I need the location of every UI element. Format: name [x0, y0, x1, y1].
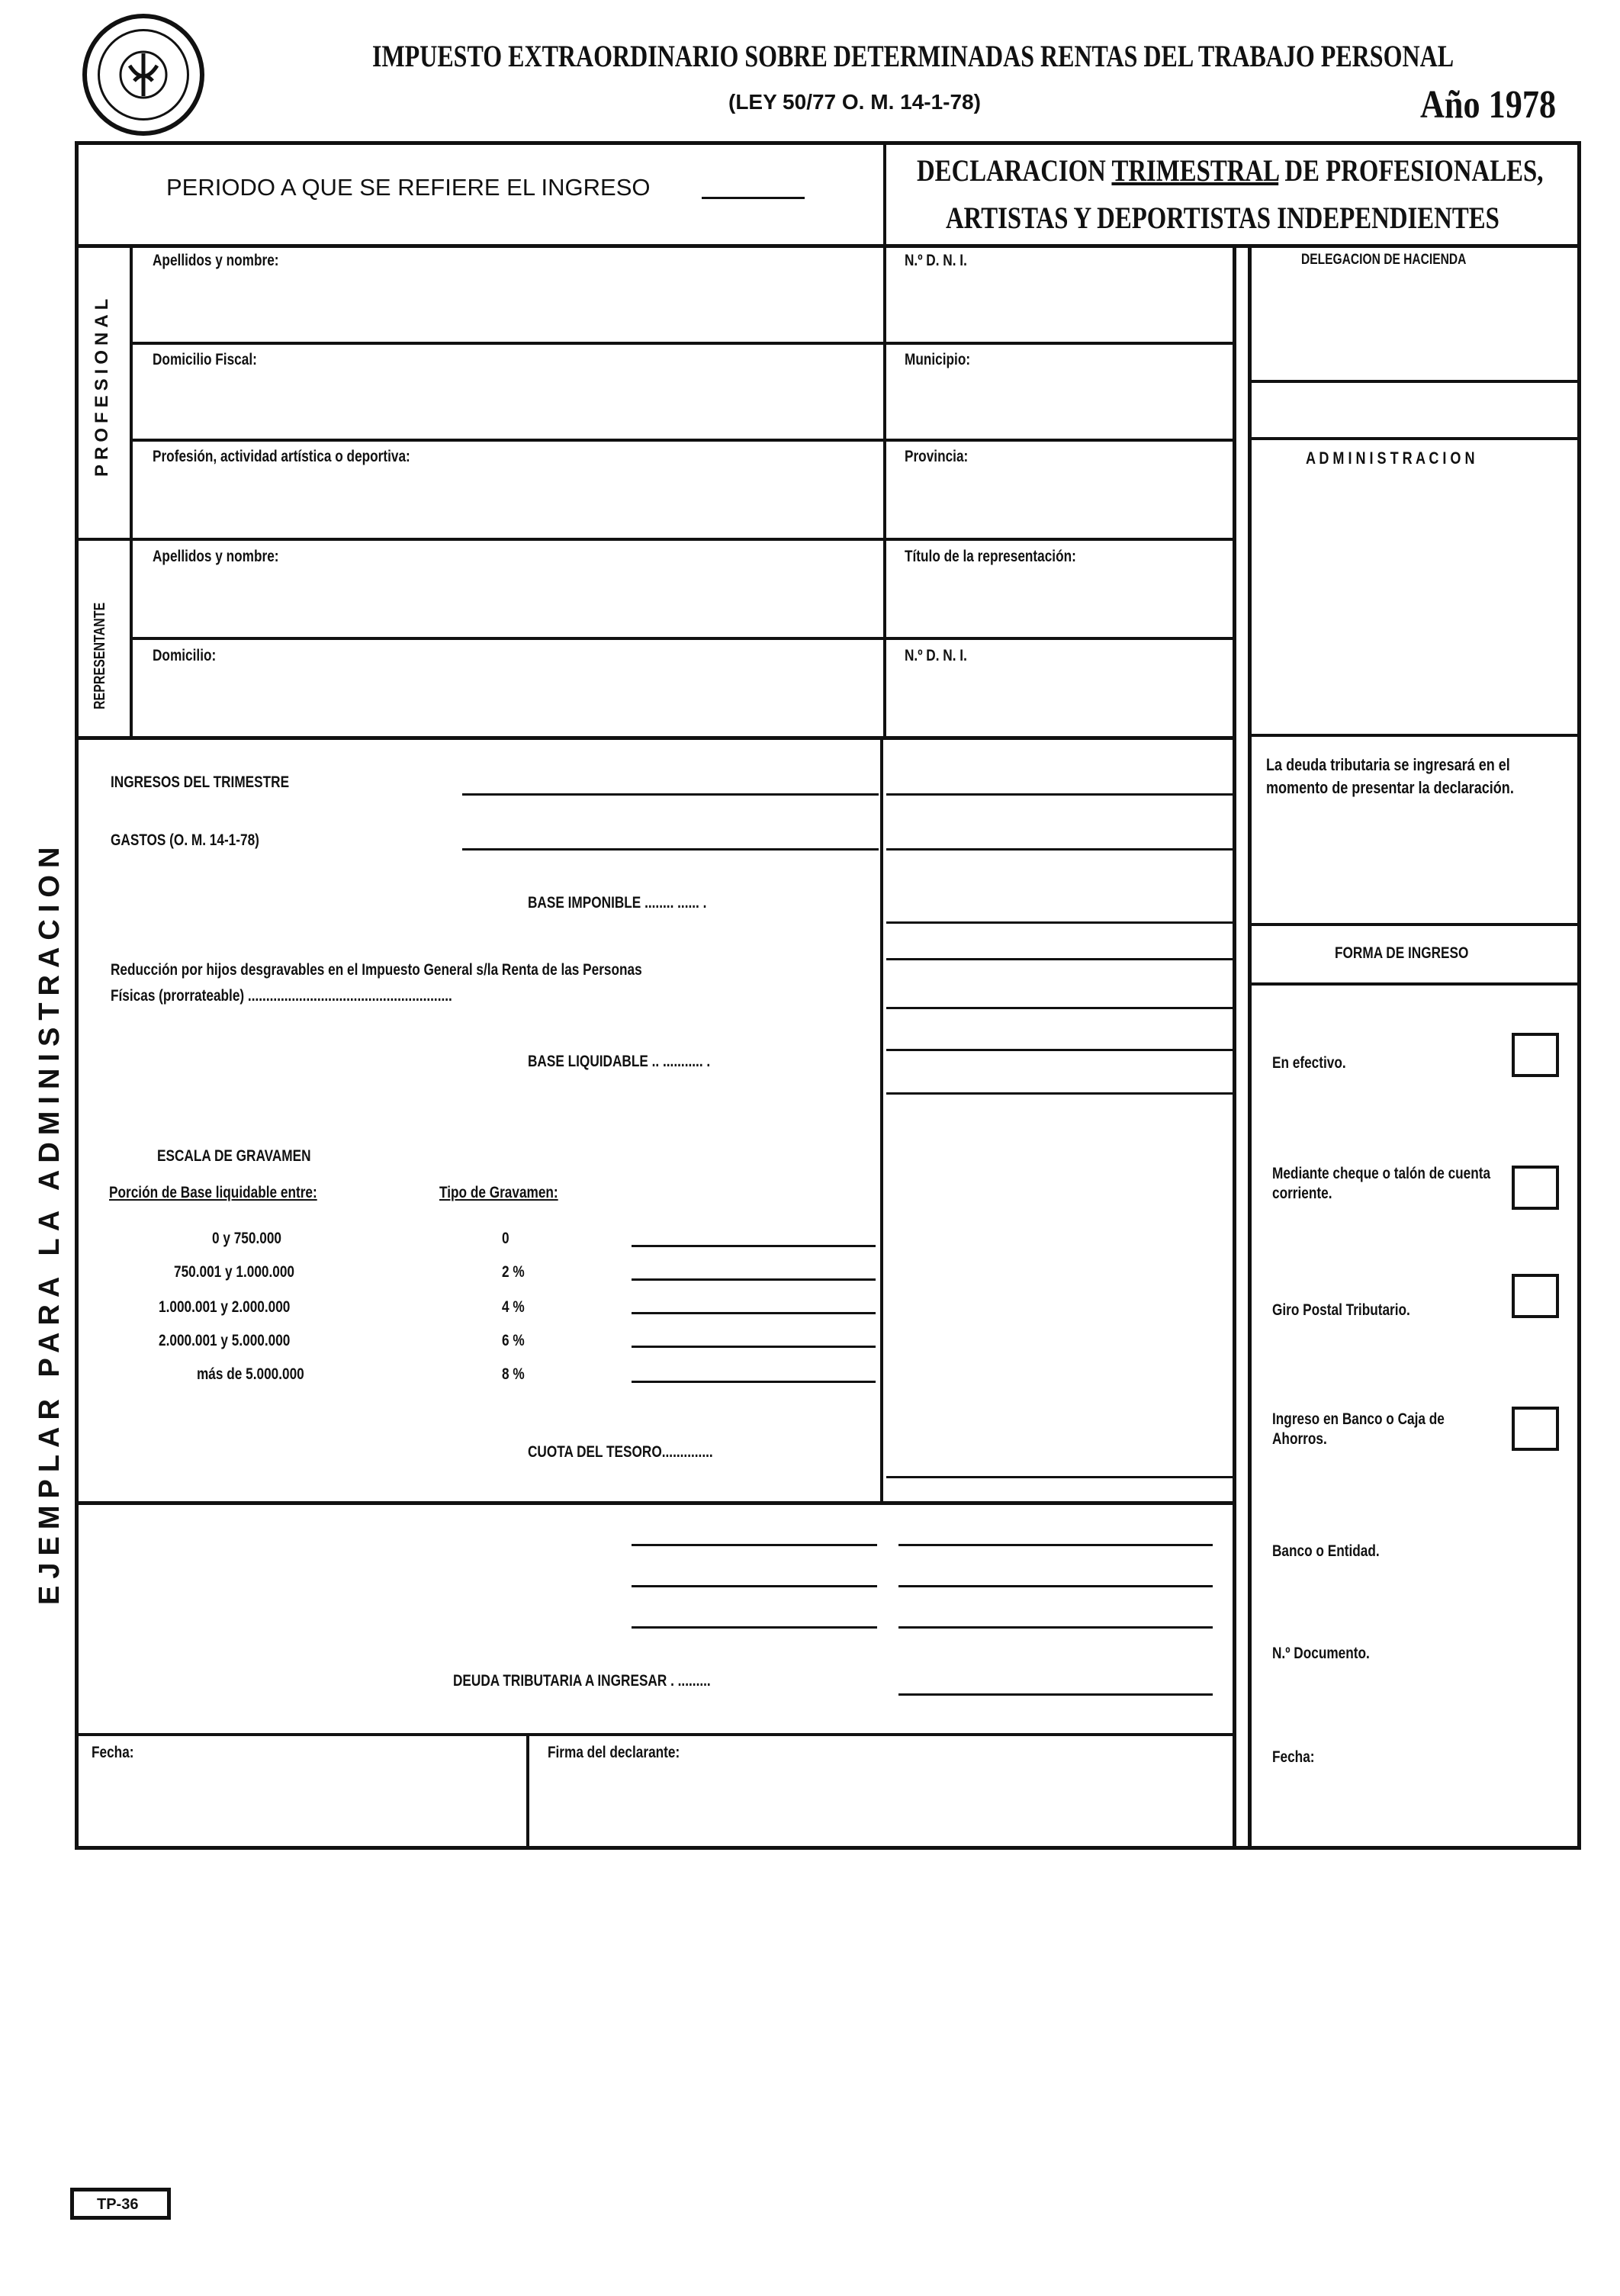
tax-scale-title: ESCALA DE GRAVAMEN: [157, 1147, 311, 1165]
tax-debt-label: DEUDA TRIBUTARIA A INGRESAR . .........: [453, 1672, 711, 1690]
scale-range-row: 2.000.001 y 5.000.000: [159, 1332, 291, 1349]
form-code: TP-36: [97, 2196, 139, 2213]
tax-agency-seal: [82, 14, 204, 136]
payment-option-cash: En efectivo.: [1272, 1054, 1346, 1072]
professional-dni-label: N.º D. N. I.: [905, 252, 967, 269]
payment-method-title: FORMA DE INGRESO: [1335, 944, 1469, 962]
scale-amount-field[interactable]: [632, 1381, 876, 1383]
child-reduction-label-cont: Físicas (prorrateable) ........................................................: [111, 987, 452, 1005]
declaration-title: DECLARACION TRIMESTRAL DE PROFESIONALES,: [917, 153, 1544, 188]
postal-order-checkbox[interactable]: [1512, 1274, 1559, 1318]
scale-rate-row: 2 %: [502, 1263, 525, 1281]
scale-amount-field[interactable]: [632, 1346, 876, 1348]
income-field[interactable]: [462, 793, 879, 796]
expenses-field[interactable]: [462, 848, 879, 851]
declaration-subtitle: ARTISTAS Y DEPORTISTAS INDEPENDIENTES: [946, 201, 1499, 235]
expenses-label: GASTOS (O. M. 14-1-78): [111, 831, 259, 849]
scale-rate-row: 6 %: [502, 1332, 525, 1349]
scale-rate-row: 0: [502, 1230, 509, 1247]
scale-range-header: Porción de Base liquidable entre:: [109, 1184, 317, 1201]
scale-rate-row: 4 %: [502, 1298, 525, 1316]
period-field[interactable]: [702, 197, 805, 199]
scale-range-row: 750.001 y 1.000.000: [174, 1263, 295, 1281]
scale-amount-field[interactable]: [632, 1312, 876, 1314]
scale-rate-header: Tipo de Gravamen:: [439, 1184, 558, 1201]
scale-range-row: 1.000.001 y 2.000.000: [159, 1298, 291, 1316]
scale-amount-field[interactable]: [632, 1245, 876, 1247]
taxable-base-label: BASE IMPONIBLE ........ ...... .: [528, 894, 707, 912]
tax-debt-field[interactable]: [898, 1693, 1213, 1696]
signature-label: Firma del declarante:: [548, 1744, 680, 1761]
cheque-checkbox[interactable]: [1512, 1166, 1559, 1210]
form-code-badge: [70, 2188, 171, 2220]
payment-option-postal-order: Giro Postal Tributario.: [1272, 1301, 1410, 1319]
debt-note: La deuda tributaria se ingresará en el momento de presentar la declaración.: [1266, 755, 1514, 797]
administration-label: A D M I N I S T R A C I O N: [1306, 449, 1475, 468]
law-reference: (LEY 50/77 O. M. 14-1-78): [728, 90, 981, 114]
representation-title-label: Título de la representación:: [905, 548, 1076, 565]
income-label: INGRESOS DEL TRIMESTRE: [111, 773, 290, 791]
scale-range-row: más de 5.000.000: [197, 1365, 304, 1383]
representative-address-label: Domicilio:: [153, 647, 217, 664]
payment-option-bank: Ingreso en Banco o Caja de Ahorros.: [1272, 1410, 1445, 1448]
representative-section-label: REPRESENTANTE: [92, 602, 108, 709]
representative-name-label: Apellidos y nombre:: [153, 548, 279, 565]
footer-date-label: Fecha:: [92, 1744, 134, 1761]
professional-address-label: Domicilio Fiscal:: [153, 351, 257, 368]
administration-copy-label: EJEMPLAR PARA LA ADMINISTRACION: [34, 840, 66, 1605]
cash-checkbox[interactable]: [1512, 1033, 1559, 1077]
payment-option-cheque: Mediante cheque o talón de cuenta corriente.: [1272, 1165, 1491, 1202]
amount-cell-expenses[interactable]: [886, 848, 1233, 851]
amount-cell-income[interactable]: [886, 793, 1233, 796]
treasury-quota-label: CUOTA DEL TESORO..............: [528, 1443, 713, 1461]
bank-entity-label: Banco o Entidad.: [1272, 1542, 1380, 1560]
professional-section-label: PROFESIONAL: [92, 294, 112, 477]
period-label: PERIODO A QUE SE REFIERE EL INGRESO: [166, 174, 651, 201]
form-year: Año 1978: [1420, 83, 1557, 127]
professional-name-label: Apellidos y nombre:: [153, 252, 279, 269]
bank-deposit-checkbox[interactable]: [1512, 1407, 1559, 1451]
province-label: Provincia:: [905, 448, 969, 465]
profession-label: Profesión, actividad artística o deportiva:: [153, 448, 410, 465]
liquid-base-label: BASE LIQUIDABLE .. ........... .: [528, 1053, 711, 1070]
municipality-label: Municipio:: [905, 351, 971, 368]
right-panel-date-label: Fecha:: [1272, 1748, 1315, 1766]
representative-dni-label: N.º D. N. I.: [905, 647, 967, 664]
scale-amount-field[interactable]: [632, 1278, 876, 1281]
scale-range-row: 0 y 750.000: [212, 1230, 281, 1247]
form-title: IMPUESTO EXTRAORDINARIO SOBRE DETERMINADAS RENTAS DEL TRABAJO PERSONAL: [372, 39, 1454, 73]
scale-rate-row: 8 %: [502, 1365, 525, 1383]
seal-emblem-icon: [116, 47, 171, 102]
document-number-label: N.º Documento.: [1272, 1645, 1370, 1662]
delegation-label: DELEGACION DE HACIENDA: [1301, 252, 1467, 268]
child-reduction-label: Reducción por hijos desgravables en el Impuesto General s/la Renta de las Personas: [111, 961, 642, 979]
